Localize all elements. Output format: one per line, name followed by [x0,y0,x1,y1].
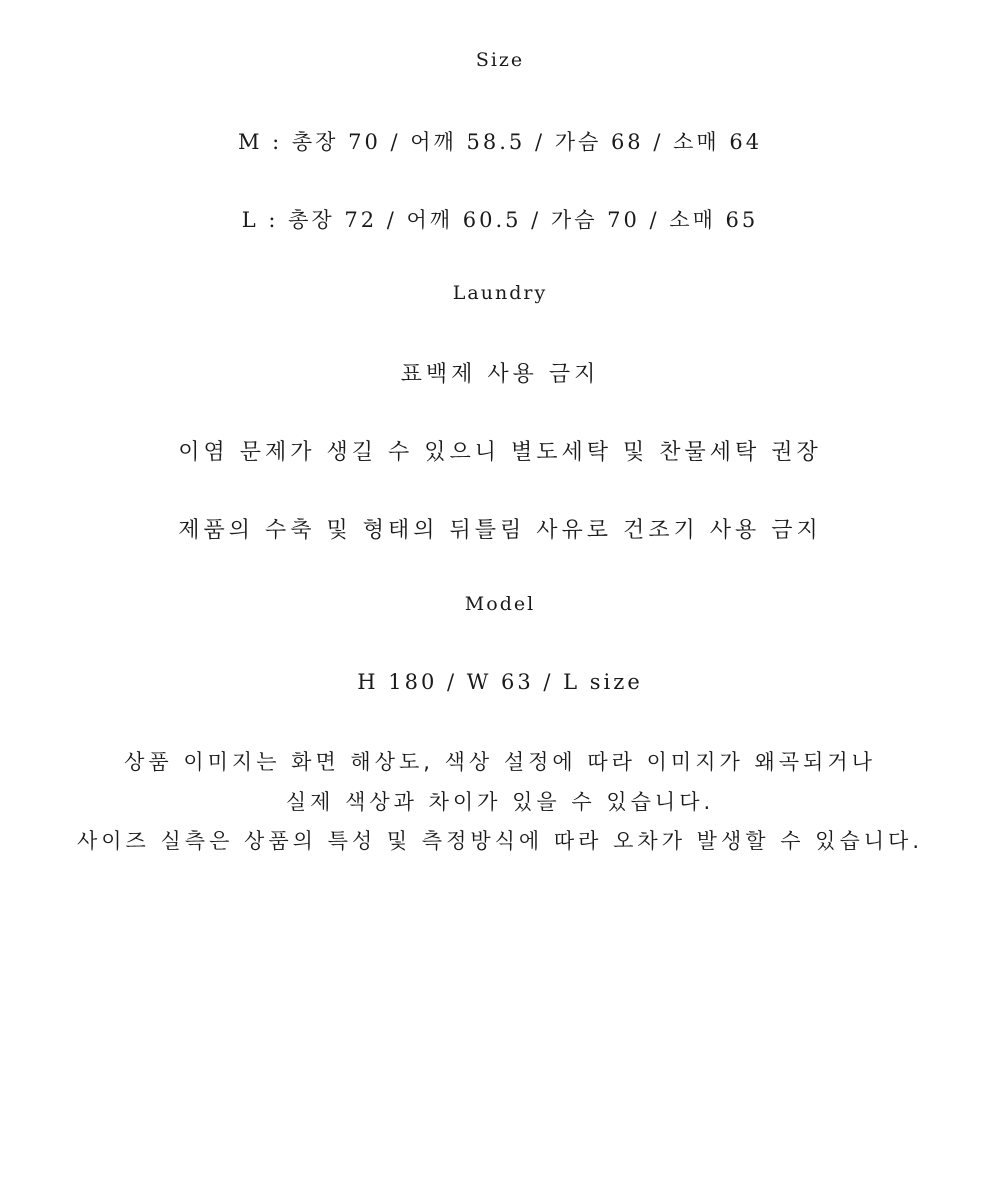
laundry-heading: Laundry [452,282,548,304]
notice-line-3: 사이즈 실측은 상품의 특성 및 측정방식에 따라 오차가 발생할 수 있습니다. [76,829,923,853]
size-heading: Size [475,49,525,71]
size-l-spec: L : 총장 72 / 어깨 60.5 / 가슴 70 / 소매 65 [241,208,759,232]
notice-line-1: 상품 이미지는 화면 해상도, 색상 설정에 따라 이미지가 왜곡되거나 [124,750,876,774]
model-spec: H 180 / W 63 / L size [357,670,643,694]
laundry-item-bleach: 표백제 사용 금지 [400,362,600,387]
model-heading: Model [464,593,536,615]
size-m-spec: M : 총장 70 / 어깨 58.5 / 가슴 68 / 소매 64 [237,130,763,154]
laundry-item-dryer: 제품의 수축 및 형태의 뒤틀림 사유로 건조기 사용 금지 [178,518,822,543]
notice-line-2: 실제 색상과 차이가 있을 수 있습니다. [285,790,715,814]
laundry-item-wash: 이염 문제가 생길 수 있으니 별도세탁 및 찬물세탁 권장 [178,440,822,465]
